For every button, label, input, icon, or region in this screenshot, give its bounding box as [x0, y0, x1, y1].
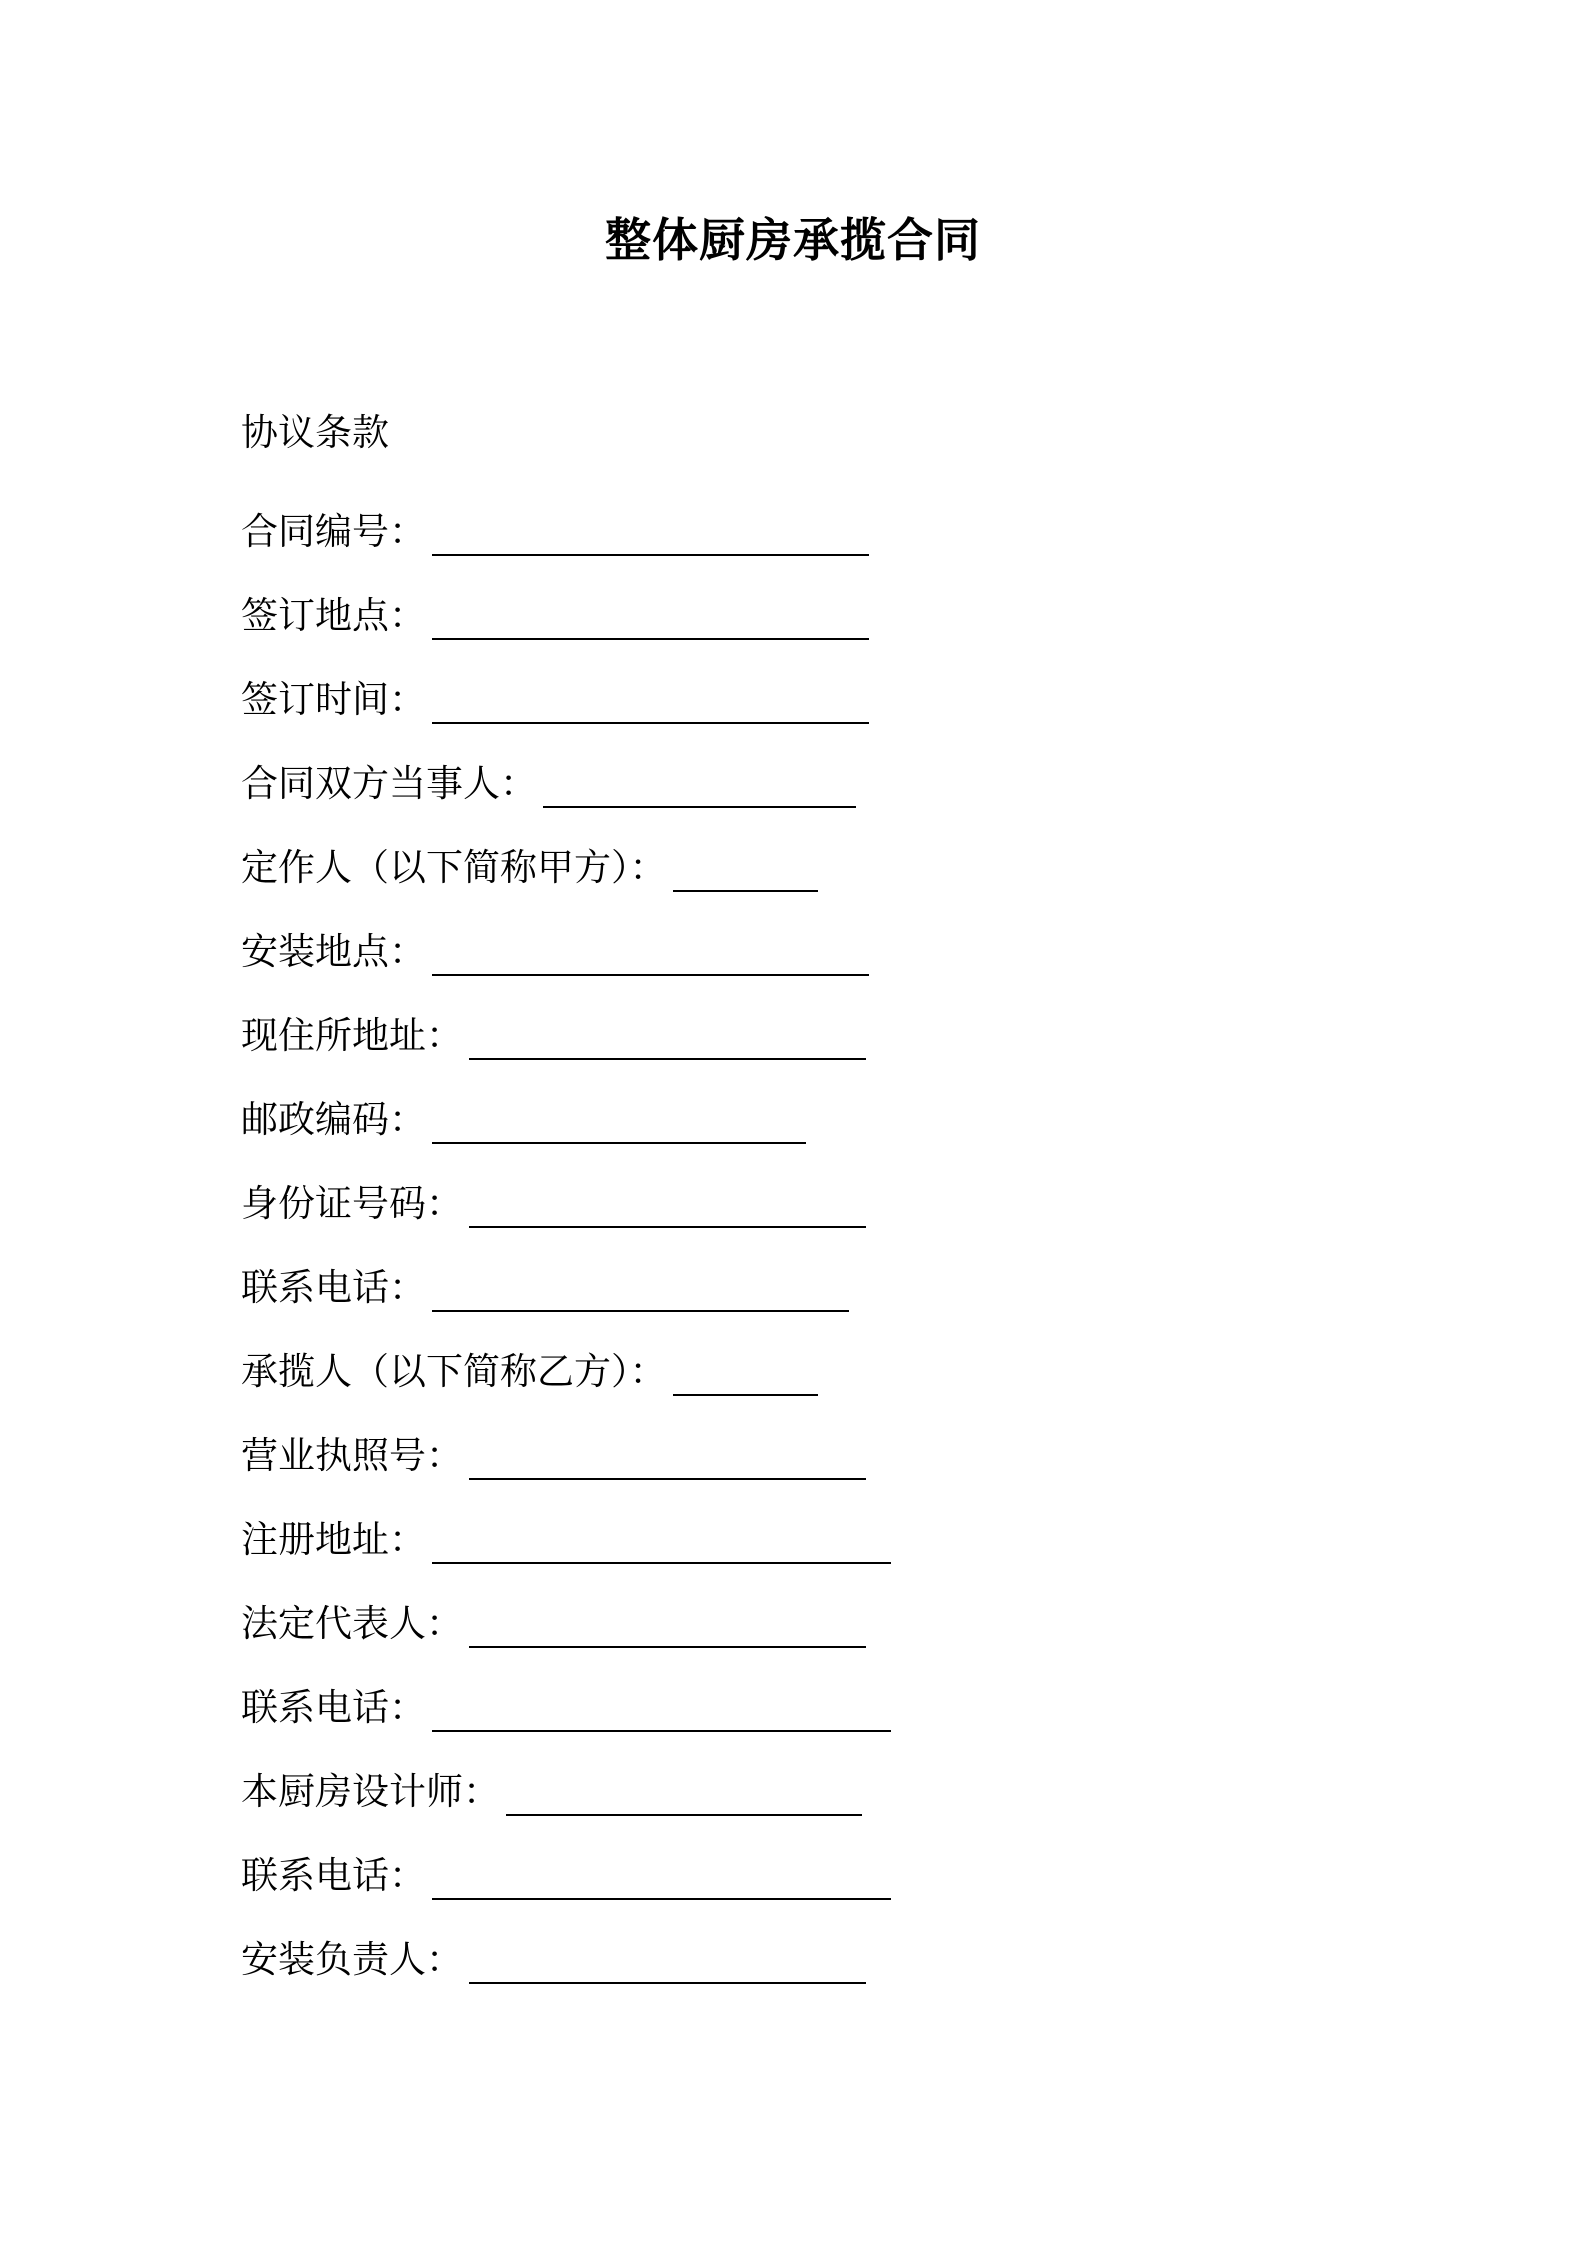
field-contract-number: [241, 490, 891, 574]
field-label: 合同双方当事人：: [241, 762, 537, 805]
field-signing-place: [241, 574, 891, 658]
section-heading: 协议条款: [241, 411, 389, 454]
blank-line: [469, 1180, 866, 1228]
field-id-number: [241, 1162, 891, 1246]
field-label: 法定代表人：: [241, 1602, 463, 1645]
field-phone-designer: [241, 1834, 891, 1918]
blank-line: [432, 928, 869, 976]
field-label: 注册地址：: [241, 1518, 426, 1561]
form-field-list: [241, 490, 891, 2002]
blank-line: [673, 1348, 818, 1396]
field-legal-rep: [241, 1582, 891, 1666]
field-label: 身份证号码：: [241, 1182, 463, 1225]
field-registered-address: [241, 1498, 891, 1582]
field-party-a: [241, 826, 891, 910]
field-label: 合同编号：: [241, 510, 426, 553]
field-label: 定作人（以下简称甲方）：: [241, 846, 667, 889]
blank-line: [432, 1096, 806, 1144]
field-designer: [241, 1750, 891, 1834]
field-party-b: [241, 1330, 891, 1414]
blank-line: [432, 1516, 891, 1564]
blank-line: [506, 1768, 862, 1816]
field-label: 安装负责人：: [241, 1938, 463, 1981]
blank-line: [432, 1684, 891, 1732]
field-signing-time: [241, 658, 891, 742]
field-phone-a: [241, 1246, 891, 1330]
blank-line: [432, 1264, 849, 1312]
field-label: 签订地点：: [241, 594, 426, 637]
blank-line: [432, 592, 869, 640]
field-label: 联系电话：: [241, 1854, 426, 1897]
field-label: 现住所地址：: [241, 1014, 463, 1057]
blank-line: [543, 760, 856, 808]
field-label: 本厨房设计师：: [241, 1770, 500, 1813]
field-label: 邮政编码：: [241, 1098, 426, 1141]
blank-line: [432, 1852, 891, 1900]
field-parties: [241, 742, 891, 826]
field-label: 承揽人（以下简称乙方）：: [241, 1350, 667, 1393]
blank-line: [469, 1936, 866, 1984]
field-label: 营业执照号：: [241, 1434, 463, 1477]
field-label: 联系电话：: [241, 1686, 426, 1729]
blank-line: [432, 676, 869, 724]
field-install-place: [241, 910, 891, 994]
blank-line: [469, 1012, 866, 1060]
document-title: 整体厨房承揽合同: [605, 213, 981, 267]
field-label: 安装地点：: [241, 930, 426, 973]
field-install-lead: [241, 1918, 891, 2002]
field-postal-code: [241, 1078, 891, 1162]
blank-line: [673, 844, 818, 892]
blank-line: [469, 1600, 866, 1648]
field-phone-b: [241, 1666, 891, 1750]
blank-line: [432, 508, 869, 556]
field-current-address: [241, 994, 891, 1078]
blank-line: [469, 1432, 866, 1480]
field-label: 签订时间：: [241, 678, 426, 721]
field-business-license: [241, 1414, 891, 1498]
field-label: 联系电话：: [241, 1266, 426, 1309]
